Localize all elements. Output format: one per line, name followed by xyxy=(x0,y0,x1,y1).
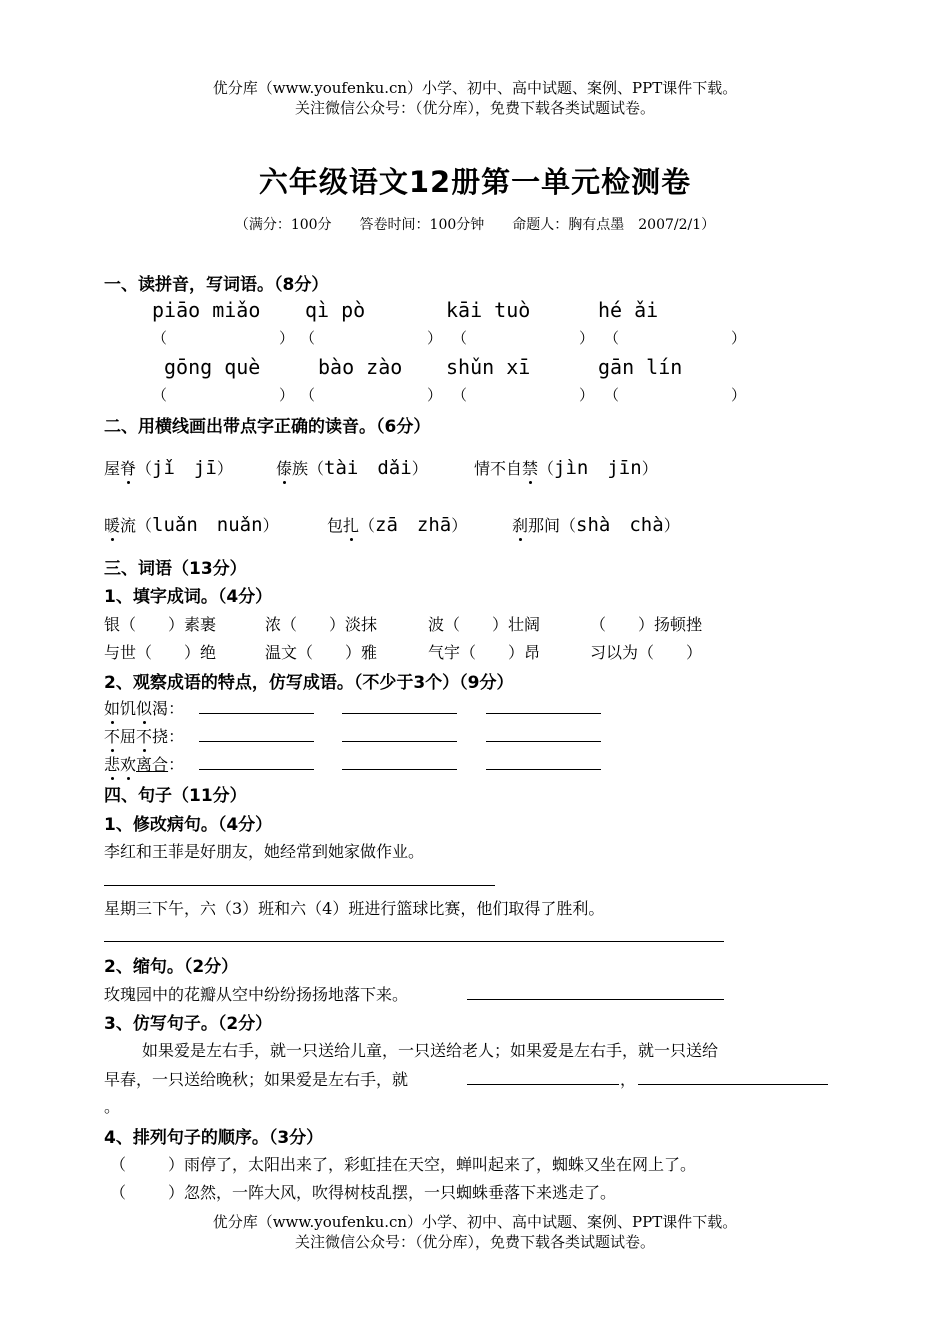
dotted-char: 扎 xyxy=(343,513,359,536)
answer-box-5[interactable]: （ ） xyxy=(152,386,295,404)
fill-word-2[interactable]: 浓（ ）淡抹 xyxy=(265,615,378,634)
footer-line-1: 优分库（www.youfenku.cn）小学、初中、高中试题、案例、PPT课件下载。 xyxy=(212,1213,738,1231)
reading-item-1[interactable]: 屋脊（jǐ jī） xyxy=(104,457,233,479)
idiom-blank[interactable] xyxy=(342,741,457,742)
idiom-blank[interactable] xyxy=(486,741,601,742)
dotted-char: 刹 xyxy=(512,513,528,536)
pinyin-6: bào zào xyxy=(318,355,403,379)
reading-options[interactable]: luǎn nuǎn xyxy=(152,514,263,536)
reading-item-2[interactable]: 傣族（tài dǎi） xyxy=(276,457,428,479)
footer-line-2: 关注微信公众号：（优分库），免费下载各类试题试卷。 xyxy=(294,1233,655,1251)
pinyin-8: gān lín xyxy=(598,355,683,379)
idiom-example-3: 悲欢离合： xyxy=(104,752,184,775)
section-3-sub1: 1、填字成词。（4分） xyxy=(104,587,273,607)
reading-item-4[interactable]: 暖流（luǎn nuǎn） xyxy=(104,514,279,536)
answer-box-4[interactable]: （ ） xyxy=(604,329,747,347)
dotted-char: 暖 xyxy=(104,513,120,536)
page-title: 六年级语文12册第一单元检测卷 xyxy=(258,165,692,199)
correction-line-1[interactable] xyxy=(104,885,495,886)
imitate-comma: ， xyxy=(620,1070,637,1089)
imitate-paragraph-line-1: 如果爱是左右手，就一只送给儿童，一只送给老人；如果爱是左右手，就一只送给 xyxy=(142,1041,719,1060)
header-line-2: 关注微信公众号：（优分库），免费下载各类试题试卷。 xyxy=(294,99,655,117)
exam-meta: （满分：100分 答卷时间：100分钟 命题人：胸有点墨 2007/2/1） xyxy=(234,217,716,233)
reading-options[interactable]: jìn jīn xyxy=(554,457,642,479)
section-4-heading: 四、句子（11分） xyxy=(104,786,247,806)
section-2-heading: 二、用横线画出带点字正确的读音。（6分） xyxy=(104,417,431,437)
answer-box-1[interactable]: （ ） xyxy=(152,329,295,347)
idiom-blank[interactable] xyxy=(486,769,601,770)
answer-box-2[interactable]: （ ） xyxy=(300,329,443,347)
condense-sentence: 玫瑰园中的花瓣从空中纷纷扬扬地落下来。 xyxy=(104,985,409,1004)
reading-item-5[interactable]: 包扎（zā zhā） xyxy=(327,514,468,536)
idiom-example-1: 如饥似渴： xyxy=(104,696,184,719)
idiom-blank[interactable] xyxy=(199,713,314,714)
answer-box-6[interactable]: （ ） xyxy=(300,386,443,404)
faulty-sentence-2: 星期三下午，六（3）班和六（4）班进行篮球比赛，他们取得了胜利。 xyxy=(104,899,605,918)
idiom-blank[interactable] xyxy=(199,741,314,742)
order-item-2[interactable]: （ ）忽然，一阵大风，吹得树枝乱摆，一只蜘蛛垂落下来逃走了。 xyxy=(110,1183,617,1202)
header-line-1: 优分库（www.youfenku.cn）小学、初中、高中试题、案例、PPT课件下载。 xyxy=(212,79,738,97)
imitate-blank-2[interactable] xyxy=(638,1084,828,1085)
pinyin-4: hé ǎi xyxy=(598,298,659,322)
idiom-example-2: 不屈不挠： xyxy=(104,724,184,747)
fill-word-7[interactable]: 气宇（ ）昂 xyxy=(428,643,541,662)
order-item-1[interactable]: （ ）雨停了，太阳出来了，彩虹挂在天空，蝉叫起来了，蜘蛛又坐在网上了。 xyxy=(110,1155,697,1174)
fill-word-3[interactable]: 波（ ）壮阔 xyxy=(428,615,541,634)
reading-item-6[interactable]: 刹那间（shà chà） xyxy=(512,514,680,536)
pinyin-3: kāi tuò xyxy=(446,298,531,322)
pinyin-2: qì pò xyxy=(305,298,366,322)
section-4-sub2: 2、缩句。（2分） xyxy=(104,957,239,977)
section-4-sub1: 1、修改病句。（4分） xyxy=(104,815,273,835)
reading-options[interactable]: tài dǎi xyxy=(324,457,412,479)
condense-answer-line[interactable] xyxy=(467,999,724,1000)
section-3-heading: 三、词语（13分） xyxy=(104,559,247,579)
imitate-blank-1[interactable] xyxy=(467,1084,619,1085)
dotted-char: 脊 xyxy=(120,456,136,479)
idiom-blank[interactable] xyxy=(199,769,314,770)
reading-options[interactable]: shà chà xyxy=(576,514,664,536)
dotted-char: 傣 xyxy=(276,456,292,479)
fill-word-6[interactable]: 温文（ ）雅 xyxy=(265,643,378,662)
dotted-char: 禁 xyxy=(522,456,538,479)
reading-item-3[interactable]: 情不自禁（jìn jīn） xyxy=(474,457,658,479)
idiom-blank[interactable] xyxy=(342,769,457,770)
section-1-heading: 一、读拼音，写词语。（8分） xyxy=(104,275,329,295)
faulty-sentence-1: 李红和王菲是好朋友，她经常到她家做作业。 xyxy=(104,842,425,861)
idiom-blank[interactable] xyxy=(342,713,457,714)
pinyin-1: piāo miǎo xyxy=(152,298,261,322)
section-4-sub4: 4、排列句子的顺序。（3分） xyxy=(104,1128,324,1148)
reading-options[interactable]: zā zhā xyxy=(375,514,452,536)
answer-box-3[interactable]: （ ） xyxy=(452,329,595,347)
fill-word-5[interactable]: 与世（ ）绝 xyxy=(104,643,217,662)
pinyin-5: gōng què xyxy=(164,355,261,379)
reading-options[interactable]: jǐ jī xyxy=(152,457,217,479)
answer-box-8[interactable]: （ ） xyxy=(604,386,747,404)
section-3-sub2: 2、观察成语的特点，仿写成语。（不少于3个）（9分） xyxy=(104,673,514,693)
pinyin-7: shǔn xī xyxy=(446,355,531,379)
fill-word-8[interactable]: 习以为（ ） xyxy=(590,643,703,662)
fill-word-1[interactable]: 银（ ）素裹 xyxy=(104,615,217,634)
answer-box-7[interactable]: （ ） xyxy=(452,386,595,404)
fill-word-4[interactable]: （ ）扬顿挫 xyxy=(590,615,703,634)
correction-line-2[interactable] xyxy=(104,941,724,942)
imitate-paragraph-line-2: 早春，一只送给晚秋；如果爱是左右手，就 xyxy=(104,1070,409,1089)
idiom-blank[interactable] xyxy=(486,713,601,714)
section-4-sub3: 3、仿写句子。（2分） xyxy=(104,1014,273,1034)
imitate-period: 。 xyxy=(104,1097,121,1116)
